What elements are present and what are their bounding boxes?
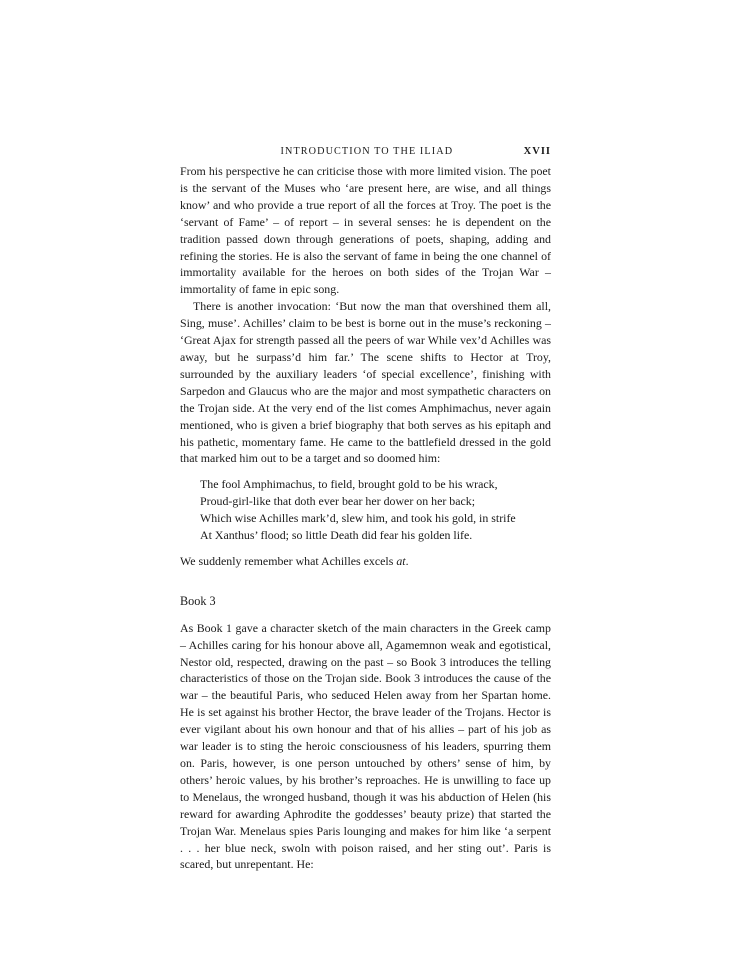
running-head-title: INTRODUCTION TO THE ILIAD: [280, 146, 454, 157]
paragraph-1: From his perspective he can criticise those with more limited vision. The poet is the servant of the Muses who ‘are present here, are wise, and all things know’ and who provide a true report of all the forces at Troy. The poet is the ‘servant of Fame’ – of report – in several senses: he is dependent on the tradition passed down through generations of poets, shaping, adding and refining the stories. He is also the servant of fame in being the one channel of immortality available for the heroes on both sides of the Trojan War – immortality of fame in epic song.: [180, 164, 551, 297]
after-verse-text: We suddenly remember what Achilles excels: [180, 553, 397, 568]
paragraph-3: As Book 1 gave a character sketch of the main characters in the Greek camp – Achilles caring for his honour above all, Agamemnon weak and egotistical, Nestor old, respected, drawing on the past – so Book 3 introduces the telling characteristics of those on the Trojan side. Book 3 introduces the cause of the war – the beautiful Paris, who seduced Helen away from her Spartan home. He is set against his brother Hector, the brave leader of the Trojans. Hector is ever vigilant about his own honour and that of his allies – part of his job as war leader is to sting the heroic consciousness of his leaders, spurring them on. Paris, however, is one person untouched by others’ sense of him, by others’ heroic values, by his brother’s reproaches. He is unwilling to face up to Menelaus, the wronged husband, though it was his abduction of Helen (his reward for awarding Aphrodite the goddesses’ beauty prize) that started the Trojan War. Menelaus spies Paris lounging and makes for him like ‘a serpent . . . her blue neck, swoln with poison raised, and her sting out’. Paris is scared, but unrepentant. He:: [180, 620, 551, 872]
verse-quotation: [200, 476, 551, 544]
running-head: [180, 144, 551, 163]
page-number: XVII: [523, 146, 551, 157]
verse-line: At Xanthus’ flood; so little Death did fear his golden life.: [200, 528, 473, 543]
paragraph-after-verse: [180, 553, 551, 570]
verse-line: The fool Amphimachus, to field, brought gold to be his wrack,: [200, 477, 498, 492]
section-heading: Book 3: [180, 593, 216, 608]
after-verse-emphasis: at: [396, 553, 406, 568]
after-verse-end: .: [405, 553, 409, 568]
paragraph-2: There is another invocation: ‘But now the man that overshined them all, Sing, muse’. Achilles’ claim to be best is borne out in the muse’s reckoning – ‘Great Ajax for strength passed all the peers of war While vex’d Achilles was away, but he surpass’d him far.’ The scene shifts to Hector at Troy, surrounded by the auxiliary leaders ‘of special excellence’, finishing with Sarpedon and Glaucus who are the major and most sympathetic characters on the Trojan side. At the very end of the list comes Amphimachus, never again mentioned, who is given a brief biography that both serves as his epitaph and his pathetic, momentary fame. He came to the battlefield dressed in the gold that marked him out to be a target and so doomed him:: [180, 299, 551, 466]
verse-line: Which wise Achilles mark’d, slew him, and took his gold, in strife: [200, 511, 516, 526]
verse-line: Proud-girl-like that doth ever bear her dower on her back;: [200, 494, 476, 509]
book-page: [180, 144, 551, 873]
